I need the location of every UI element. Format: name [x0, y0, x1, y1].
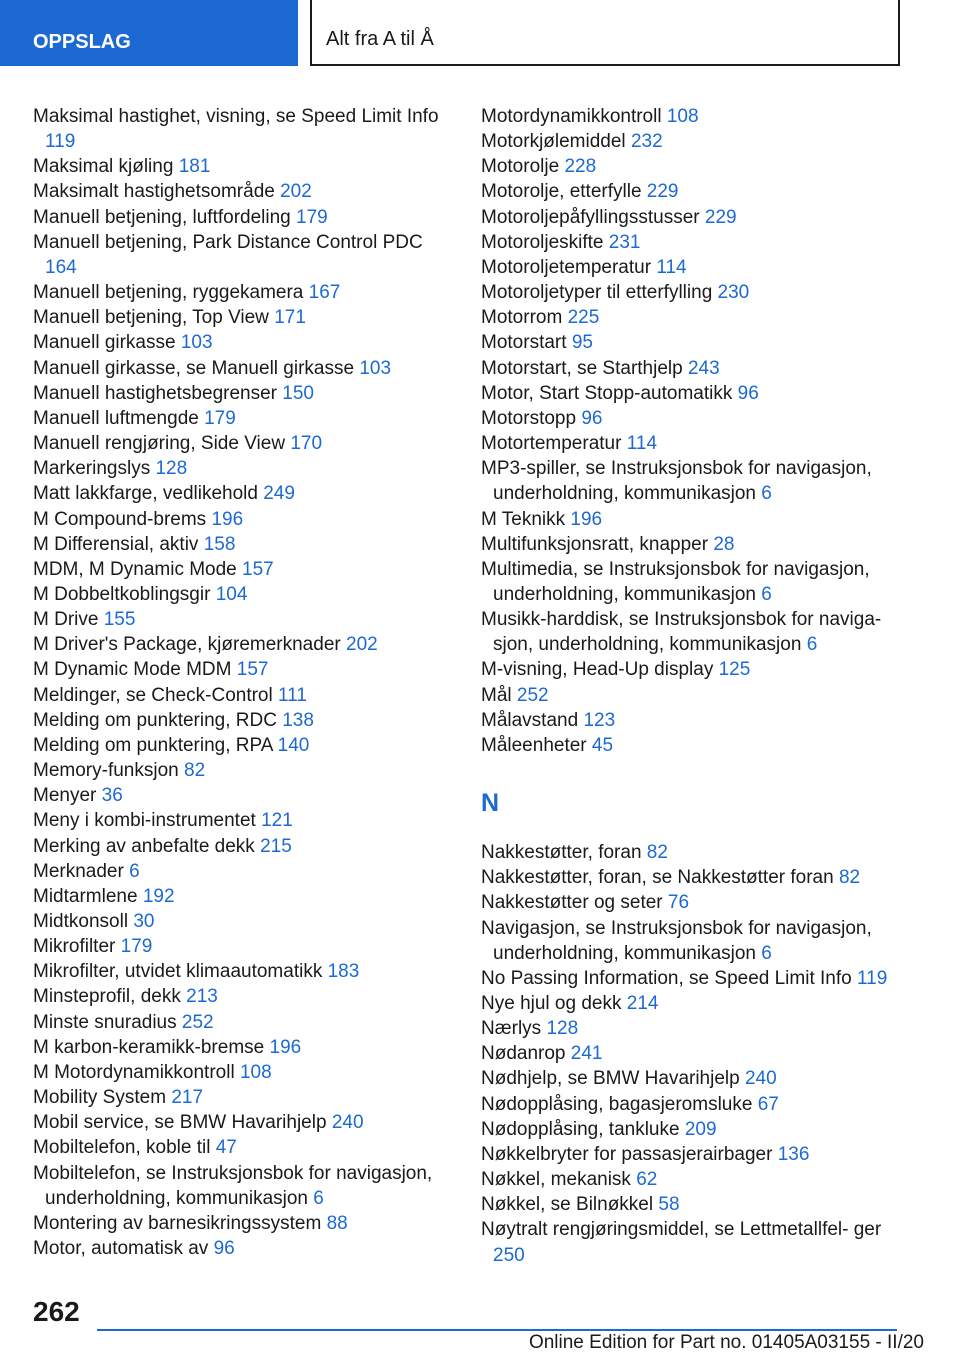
index-letter-heading: N [481, 789, 500, 818]
breadcrumb [310, 0, 900, 66]
page-reference-link[interactable]: 125 [718, 659, 751, 681]
page-reference-link[interactable]: 96 [737, 382, 759, 404]
index-group-m [481, 104, 911, 758]
index-term: Motordynamikkontroll [481, 106, 662, 127]
page-reference-link[interactable]: 252 [181, 1011, 214, 1033]
index-term: Nærlys [481, 1018, 542, 1040]
index-entry [33, 507, 453, 532]
index-term: Mobiltelefon, koble til [33, 1137, 211, 1159]
index-entry [33, 1236, 453, 1261]
index-term: M Compound-brems [33, 508, 207, 530]
index-entry [33, 783, 453, 808]
index-group-n [481, 840, 911, 1268]
index-entry [33, 381, 453, 406]
index-term: Midtkonsoll [33, 911, 129, 932]
page-reference-link[interactable]: 6 [313, 1187, 324, 1209]
page-reference-link[interactable]: 123 [583, 709, 616, 731]
page-reference-link[interactable]: 111 [278, 684, 307, 706]
index-term: Navigasjon, se Instruksjonsbok for navigasjon, underholdning, kommunikasjon [481, 917, 872, 964]
page-reference-link[interactable]: 202 [346, 634, 378, 656]
page-reference-link[interactable]: 62 [636, 1169, 658, 1191]
page-reference-link[interactable]: 243 [687, 357, 720, 379]
index-term: Motortemperatur [481, 433, 622, 455]
index-entry [33, 154, 453, 179]
index-term: Motor, Start Stopp-automatikk [481, 382, 733, 404]
index-entry [481, 1041, 911, 1066]
index-term: M Teknikk [481, 508, 566, 530]
index-term: Nye hjul og dekk [481, 993, 622, 1014]
page-reference-link[interactable]: 128 [546, 1018, 579, 1040]
index-entry [481, 1192, 911, 1217]
index-entry [481, 305, 911, 330]
index-term: Nøkkel, se Bilnøkkel [481, 1194, 654, 1216]
index-term: Melding om punktering, RPA [33, 734, 273, 756]
index-entry [481, 1167, 911, 1192]
index-term: Nakkestøtter, foran, se Nakkestøtter foran [481, 867, 834, 889]
index-entry [33, 959, 453, 984]
breadcrumb-title: Alt fra A til Å [326, 28, 434, 50]
index-term: Maksimalt hastighetsområde [33, 181, 275, 203]
index-term: Maksimal hastighet, visning, se Speed Limit Info [33, 106, 439, 127]
index-entry [481, 733, 911, 758]
page-reference-link[interactable]: 140 [277, 734, 310, 756]
index-entry [33, 808, 453, 833]
index-term: Mikrofilter [33, 936, 116, 958]
page-reference-link[interactable]: 150 [282, 382, 314, 404]
index-term: Menyer [33, 785, 97, 807]
page-reference-link[interactable]: 121 [261, 810, 293, 832]
page-reference-link[interactable]: 167 [308, 282, 341, 304]
index-entry [481, 129, 911, 154]
page-reference-link[interactable]: 67 [757, 1093, 779, 1115]
index-entry [33, 859, 453, 884]
page-reference-link[interactable]: 230 [717, 282, 750, 304]
page-reference-link[interactable]: 179 [204, 407, 236, 429]
index-term: Nakkestøtter og seter [481, 892, 663, 914]
index-entry [33, 1135, 453, 1160]
index-term: Nødopplåsing, tankluke [481, 1118, 680, 1140]
page-reference-link[interactable]: 128 [155, 458, 188, 480]
page-reference-link[interactable]: 196 [269, 1036, 302, 1058]
page-reference-link[interactable]: 155 [103, 609, 136, 631]
index-term: Multifunksjonsratt, knapper [481, 533, 709, 555]
page-reference-link[interactable]: 181 [178, 156, 211, 178]
index-entry [33, 356, 453, 381]
index-entry [481, 607, 911, 657]
index-term: MP3-spiller, se Instruksjonsbok for navigasjon, underholdning, kommunikasjon [481, 458, 872, 505]
page-reference-link[interactable]: 213 [186, 986, 218, 1008]
index-entry [33, 708, 453, 733]
page-reference-link[interactable]: 114 [656, 256, 687, 278]
index-term: Manuell rengjøring, Side View [33, 433, 286, 455]
index-entry [481, 330, 911, 355]
index-entry [33, 758, 453, 783]
page-reference-link[interactable]: 225 [567, 307, 600, 329]
index-entry [33, 909, 453, 934]
page-reference-link[interactable]: 6 [761, 483, 772, 505]
index-term: Meny i kombi-instrumentet [33, 810, 256, 832]
index-term: Meldinger, se Check-Control [33, 684, 273, 706]
index-term: Motoroljepåfyllingsstusser [481, 206, 700, 228]
page-reference-link[interactable]: 6 [129, 860, 140, 882]
page-reference-link[interactable]: 114 [626, 433, 658, 455]
index-term: Mobility System [33, 1087, 167, 1109]
index-entry [481, 255, 911, 280]
page-reference-link[interactable]: 229 [704, 206, 737, 228]
index-term: M Differensial, aktiv [33, 533, 199, 555]
index-entry [481, 532, 911, 557]
page-reference-link[interactable]: 202 [280, 181, 312, 203]
index-entry [33, 733, 453, 758]
index-term: Nødanrop [481, 1043, 566, 1065]
index-entry [33, 607, 453, 632]
page-reference-link[interactable]: 47 [215, 1137, 237, 1159]
page-reference-link[interactable]: 82 [646, 842, 668, 864]
index-term: Manuell betjening, ryggekamera [33, 282, 304, 304]
index-term: Motorstopp [481, 407, 577, 429]
index-entry [481, 1217, 911, 1267]
index-term: Memory-funksjon [33, 760, 179, 782]
index-term: Maksimal kjøling [33, 156, 174, 178]
footer-rule [97, 1329, 897, 1331]
index-term: Nøkkel, mekanisk [481, 1169, 631, 1191]
page-reference-link[interactable]: 215 [260, 835, 292, 857]
page-reference-link[interactable]: 240 [331, 1112, 364, 1134]
index-term: No Passing Information, se Speed Limit Info [481, 967, 852, 989]
index-term: Merking av anbefalte dekk [33, 835, 255, 857]
page-reference-link[interactable]: 76 [667, 892, 690, 914]
index-term: Motorstart, se Starthjelp [481, 357, 683, 379]
index-entry [481, 557, 911, 607]
index-term: M Motordynamikkontroll [33, 1061, 235, 1083]
index-entry [481, 205, 911, 230]
index-entry [481, 1142, 911, 1167]
index-term: M Dobbeltkoblingsgir [33, 583, 211, 605]
page-reference-link[interactable]: 196 [211, 508, 244, 530]
index-entry [33, 532, 453, 557]
page-reference-link[interactable]: 196 [570, 508, 603, 530]
index-term: Motorstart [481, 332, 567, 354]
index-entry [481, 154, 911, 179]
page-reference-link[interactable]: 136 [777, 1143, 810, 1165]
page-reference-link[interactable]: 179 [296, 206, 328, 228]
index-term: Minste snuradius [33, 1011, 177, 1033]
page-reference-link[interactable]: 119 [856, 967, 888, 989]
page-reference-link[interactable]: 158 [203, 533, 236, 555]
page-number: 262 [33, 1296, 80, 1327]
index-entry [33, 431, 453, 456]
index-term: Nakkestøtter, foran [481, 842, 642, 864]
page-reference-link[interactable]: 96 [581, 407, 603, 429]
index-term: Manuell hastighetsbegrenser [33, 382, 277, 404]
page-reference-link[interactable]: 28 [713, 533, 735, 555]
index-term: Markeringslys [33, 458, 151, 480]
page-reference-link[interactable]: 183 [327, 961, 360, 983]
index-entry [481, 1016, 911, 1041]
page-reference-link[interactable]: 95 [571, 332, 593, 354]
index-entry [481, 966, 911, 991]
index-column-left [33, 104, 453, 1261]
index-term: Nøytralt rengjøringsmiddel, se Lettmetallfel- ger [481, 1219, 882, 1241]
index-term: Motoroljetemperatur [481, 256, 652, 278]
page-reference-link[interactable]: 30 [133, 911, 155, 932]
page-reference-link[interactable]: 108 [239, 1061, 272, 1083]
index-entry [481, 865, 911, 890]
page-reference-link[interactable]: 6 [761, 942, 772, 964]
index-term: Manuell betjening, Park Distance Control PDC [33, 231, 423, 253]
page-reference-link[interactable]: 240 [744, 1068, 777, 1090]
page-reference-link[interactable]: 229 [646, 181, 679, 203]
index-entry [481, 456, 911, 506]
page-reference-link[interactable]: 6 [806, 634, 818, 656]
index-entry [33, 1035, 453, 1060]
index-entry [33, 230, 453, 280]
index-term: M Driver's Package, kjøremerknader [33, 634, 341, 656]
page-reference-link[interactable]: 171 [274, 307, 306, 329]
section-tab [0, 0, 298, 66]
index-term: Mikrofilter, utvidet klimaautomatikk [33, 961, 323, 983]
index-entry [481, 280, 911, 305]
index-entry [33, 984, 453, 1009]
index-entry [33, 632, 453, 657]
page-reference-link[interactable]: 138 [282, 709, 314, 731]
page-reference-link[interactable]: 108 [666, 106, 699, 127]
index-term: Nødhjelp, se BMW Havarihjelp [481, 1068, 740, 1090]
page-reference-link[interactable]: 217 [171, 1087, 204, 1109]
index-entry [33, 205, 453, 230]
index-entry [481, 991, 911, 1016]
page-reference-link[interactable]: 45 [591, 734, 614, 756]
index-entry [481, 916, 911, 966]
index-term: Midtarmlene [33, 885, 138, 907]
index-entry [33, 557, 453, 582]
index-term: Manuell girkasse, se Manuell girkasse [33, 357, 355, 379]
index-term: Nødopplåsing, bagasjeromsluke [481, 1093, 753, 1115]
index-term: Manuell luftmengde [33, 407, 199, 429]
page-reference-link[interactable]: 164 [45, 256, 77, 278]
index-entry [33, 481, 453, 506]
index-entry [33, 657, 453, 682]
page-reference-link[interactable]: 157 [236, 659, 269, 681]
index-term: Minsteprofil, dekk [33, 986, 181, 1008]
page-reference-link[interactable]: 58 [658, 1194, 680, 1216]
page-reference-link[interactable]: 250 [493, 1244, 525, 1266]
index-entry [33, 280, 453, 305]
index-entry [33, 834, 453, 859]
index-entry [33, 683, 453, 708]
index-entry [33, 1010, 453, 1035]
index-entry [33, 456, 453, 481]
page-reference-link[interactable]: 192 [142, 885, 175, 907]
index-term: Motoroljetyper til etterfylling [481, 282, 713, 304]
index-entry [481, 104, 911, 129]
index-entry [481, 840, 911, 865]
page-reference-link[interactable]: 231 [608, 231, 641, 253]
index-term: M Drive [33, 609, 99, 631]
index-term: Merknader [33, 860, 124, 882]
index-term: MDM, M Dynamic Mode [33, 558, 237, 580]
index-term: Motorrom [481, 307, 563, 329]
index-entry [33, 330, 453, 355]
page-reference-link[interactable]: 241 [570, 1043, 603, 1065]
index-entry [33, 884, 453, 909]
index-term: Nøkkelbryter for passasjerairbager [481, 1143, 773, 1165]
index-term: Mål [481, 684, 512, 706]
index-term: Montering av barnesikringssystem [33, 1212, 322, 1234]
index-term: Melding om punktering, RDC [33, 709, 277, 731]
index-term: M-visning, Head-Up display [481, 659, 714, 681]
section-tab-label: OPPSLAG [33, 31, 131, 53]
page-reference-link[interactable]: 249 [263, 483, 295, 505]
page-reference-link[interactable]: 170 [290, 433, 323, 455]
index-entry [33, 406, 453, 431]
index-term: Multimedia, se Instruksjonsbok for navigasjon, underholdning, kommunikasjon [481, 558, 870, 605]
index-term: Manuell betjening, Top View [33, 307, 269, 329]
index-entry [481, 1092, 911, 1117]
page-reference-link[interactable]: 82 [838, 867, 861, 889]
page-reference-link[interactable]: 228 [564, 156, 597, 178]
index-term: Motor, automatisk av [33, 1238, 209, 1260]
index-entry [481, 708, 911, 733]
index-entry [481, 381, 911, 406]
index-term: Målavstand [481, 709, 579, 731]
page-reference-link[interactable]: 252 [516, 684, 549, 706]
index-entry [481, 1117, 911, 1142]
index-entry [481, 179, 911, 204]
page-reference-link[interactable]: 214 [626, 993, 659, 1014]
index-term: M karbon-keramikk-bremse [33, 1036, 265, 1058]
page-reference-link[interactable]: 119 [45, 131, 76, 153]
index-entry [33, 1211, 453, 1236]
index-term: Mobil service, se BMW Havarihjelp [33, 1112, 327, 1134]
page-reference-link[interactable]: 88 [326, 1212, 348, 1234]
index-entry [33, 179, 453, 204]
index-term: Matt lakkfarge, vedlikehold [33, 483, 258, 505]
index-column-right [481, 104, 911, 1268]
index-term: Manuell betjening, luftfordeling [33, 206, 291, 228]
index-entry [33, 1085, 453, 1110]
page-reference-link[interactable]: 232 [630, 131, 663, 153]
page-reference-link[interactable]: 103 [359, 357, 392, 379]
page-reference-link[interactable]: 103 [180, 332, 213, 354]
page-reference-link[interactable]: 157 [242, 558, 274, 580]
index-entry [481, 431, 911, 456]
index-entry [481, 507, 911, 532]
index-entry [33, 1110, 453, 1135]
index-term: Mobiltelefon, se Instruksjonsbok for navigasjon, underholdning, kommunikasjon [33, 1162, 433, 1209]
index-term: Motorkjølemiddel [481, 131, 626, 153]
index-entry [481, 657, 911, 682]
index-term: Musikk-harddisk, se Instruksjonsbok for naviga- sjon, underholdning, kommunikasjon [481, 609, 882, 656]
index-entry [481, 230, 911, 255]
index-entry [481, 890, 911, 915]
index-entry [481, 683, 911, 708]
page-reference-link[interactable]: 36 [101, 785, 123, 807]
page-reference-link[interactable]: 6 [761, 583, 772, 605]
index-entry [33, 582, 453, 607]
index-entry [33, 934, 453, 959]
footer-edition: Online Edition for Part no. 01405A03155 - II/20 [528, 1332, 924, 1353]
index-entry [481, 1066, 911, 1091]
index-entry [33, 1060, 453, 1085]
index-entry [33, 104, 453, 154]
index-term: Motoroljeskifte [481, 231, 604, 253]
index-term: Manuell girkasse [33, 332, 176, 354]
page-reference-link[interactable]: 82 [184, 760, 206, 782]
index-term: Måleenheter [481, 734, 587, 756]
page-reference-link[interactable]: 96 [213, 1238, 235, 1260]
page-reference-link[interactable]: 104 [215, 583, 248, 605]
index-entry [33, 1161, 453, 1211]
index-term: M Dynamic Mode MDM [33, 659, 232, 681]
index-term: Motorolje [481, 156, 560, 178]
page-reference-link[interactable]: 209 [684, 1118, 717, 1140]
page-reference-link[interactable]: 179 [120, 936, 153, 958]
index-entry [481, 356, 911, 381]
index-term: Motorolje, etterfylle [481, 181, 642, 203]
index-entry [33, 305, 453, 330]
index-entry [481, 406, 911, 431]
